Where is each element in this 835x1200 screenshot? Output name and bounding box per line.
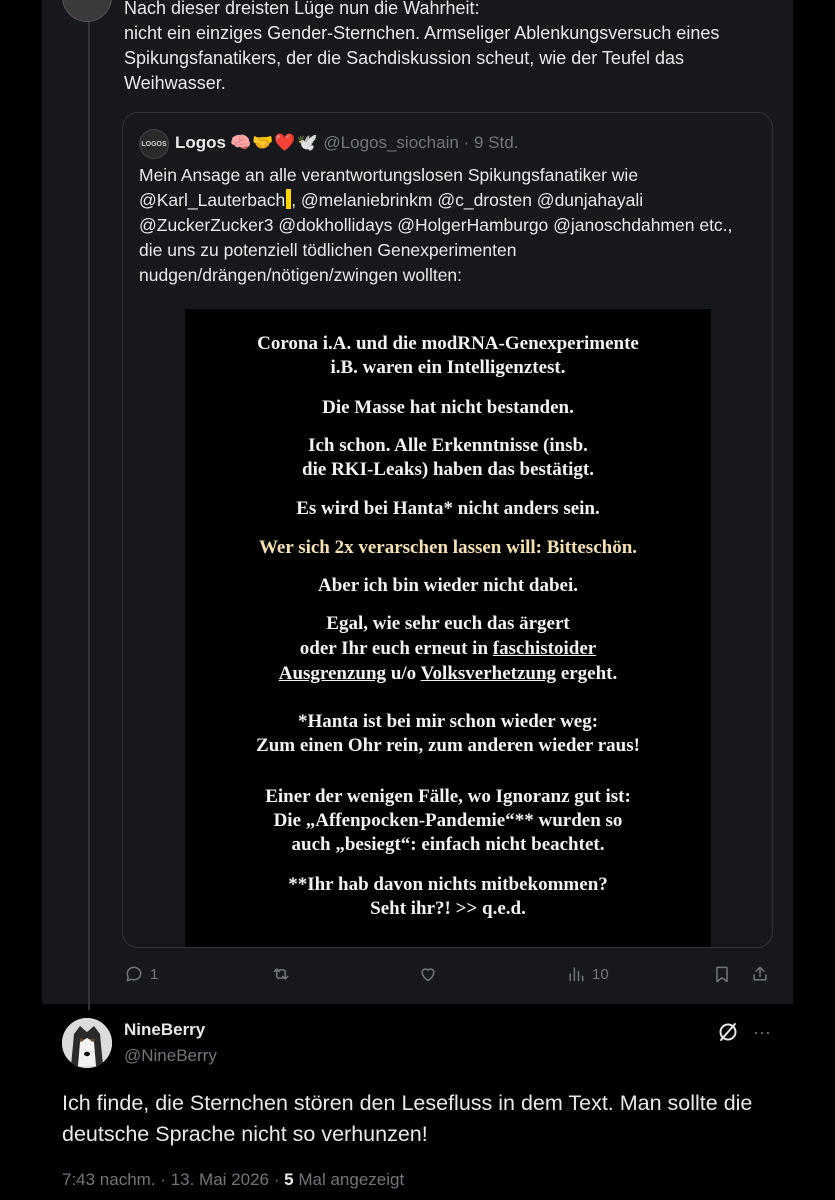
- separator-dot: ·: [463, 133, 470, 152]
- image-text-underlined: Ausgrenzung: [278, 663, 387, 684]
- grok-icon[interactable]: [716, 1020, 740, 1044]
- image-text-line: Zum einen Ohr rein, zum anderen wieder raus!: [256, 735, 640, 756]
- image-text-line: [185, 661, 711, 686]
- like-button[interactable]: [418, 964, 444, 984]
- image-text-line: Egal, wie sehr euch das ärgert: [326, 613, 570, 634]
- repost-icon: [271, 964, 291, 984]
- separator-dot: ·: [273, 1170, 280, 1189]
- image-text-line: [185, 636, 711, 661]
- image-text-line: Die „Affenpocken-Pandemie“** wurden so: [273, 810, 623, 831]
- image-text-line: Es wird bei Hanta* nicht anders sein.: [296, 498, 600, 519]
- quoted-author-emoji: 🧠🤝❤️🕊️: [230, 133, 319, 152]
- quoted-author-name[interactable]: Logos: [175, 133, 226, 152]
- image-text-line: die RKI-Leaks) haben das bestätigt.: [302, 459, 594, 480]
- views-button[interactable]: [566, 964, 609, 984]
- image-text-span: ergeht.: [556, 663, 618, 684]
- image-text-span: oder Ihr euch erneut in: [299, 638, 493, 659]
- image-text-line: auch „besiegt“: einfach nicht beachtet.: [291, 834, 605, 855]
- reply-icon: [124, 964, 144, 984]
- heart-icon: [418, 964, 438, 984]
- post-time[interactable]: 7:43 nachm.: [62, 1170, 156, 1189]
- bookmark-button[interactable]: [712, 964, 732, 984]
- comment-text: Ich finde, die Sternchen stören den Lesefluss in dem Text. Man sollte die deutsche Sprache nicht so verhunzen!: [62, 1091, 753, 1146]
- reply-count: 1: [150, 965, 159, 983]
- view-label: Mal angezeigt: [298, 1170, 405, 1189]
- reply-button[interactable]: [124, 964, 158, 984]
- image-text-line: **Ihr hab davon nichts mitbekommen?: [288, 874, 608, 895]
- repost-button[interactable]: [271, 964, 297, 984]
- views-icon: [566, 964, 586, 984]
- bookmark-icon: [712, 964, 732, 984]
- image-text-line: Einer der wenigen Fälle, wo Ignoranz gut ist:: [265, 786, 631, 807]
- thread-line: [88, 0, 90, 1010]
- avatar-logo-text: LOGOS: [141, 140, 167, 148]
- quoted-post-text: [139, 163, 759, 288]
- image-text-underlined: faschistoider: [492, 638, 597, 659]
- quoted-author-avatar[interactable]: [139, 129, 169, 159]
- image-text-line: *Hanta ist bei mir schon wieder weg:: [297, 711, 599, 732]
- quoted-post-header: [175, 132, 518, 154]
- post-meta: [62, 1170, 404, 1190]
- more-options-icon[interactable]: ···: [753, 1022, 771, 1042]
- share-button[interactable]: [750, 964, 770, 984]
- quoted-image[interactable]: [185, 309, 711, 947]
- image-text-line: Ich schon. Alle Erkenntnisse (insb.: [308, 435, 588, 456]
- husky-avatar-icon: [62, 1018, 112, 1068]
- image-text-line: Corona i.A. und die modRNA-Genexperimente: [257, 333, 639, 354]
- post-date[interactable]: 13. Mai 2026: [170, 1170, 269, 1189]
- separator-dot: ·: [160, 1170, 166, 1189]
- view-count: 5: [284, 1170, 294, 1189]
- image-text-line: Seht ihr?! >> q.e.d.: [370, 898, 526, 919]
- quoted-post-time[interactable]: 9 Std.: [473, 133, 519, 152]
- image-text-line-highlight: Wer sich 2x verarschen lassen will: Bitteschön.: [258, 537, 638, 558]
- quoted-text-part1: Mein Ansage an alle verantwortungslosen Spikungsfanatiker wie @Karl_Lauterbach: [139, 165, 639, 210]
- views-count: 10: [592, 965, 609, 983]
- share-icon: [750, 964, 770, 984]
- post-text: Nach dieser dreisten Lüge nun die Wahrheit: nicht ein einziges Gender-Sternchen. Armseliger Ablenkungsversuch eines Spikungsfanatikers, der die Sachdiskussion scheut, wie der Teufel das Weihwasser.: [124, 0, 720, 93]
- quoted-text-part2: , @melaniebrinkm @c_drosten @dunjahayali @ZuckerZucker3 @dokhollidays @HolgerHamburgo @janoschdahmen etc., die uns zu potenziell tödlichen Genexperimenten nudgen/drängen/nötigen/zwingen wollten:: [139, 190, 733, 285]
- image-text-line: i.B. waren ein Intelligenztest.: [330, 357, 566, 378]
- image-text-line: Aber ich bin wieder nicht dabei.: [317, 575, 579, 596]
- image-text-underlined: Volksverhetzung: [420, 663, 557, 684]
- commenter-handle[interactable]: @NineBerry: [124, 1046, 217, 1065]
- commenter-avatar[interactable]: [62, 1018, 112, 1068]
- quoted-author-handle[interactable]: @Logos_siochain: [323, 133, 459, 152]
- image-text-line: Die Masse hat nicht bestanden.: [322, 397, 574, 418]
- image-text-span: u/o: [386, 663, 421, 684]
- quoted-post[interactable]: [122, 112, 773, 948]
- commenter-name[interactable]: NineBerry: [124, 1020, 206, 1039]
